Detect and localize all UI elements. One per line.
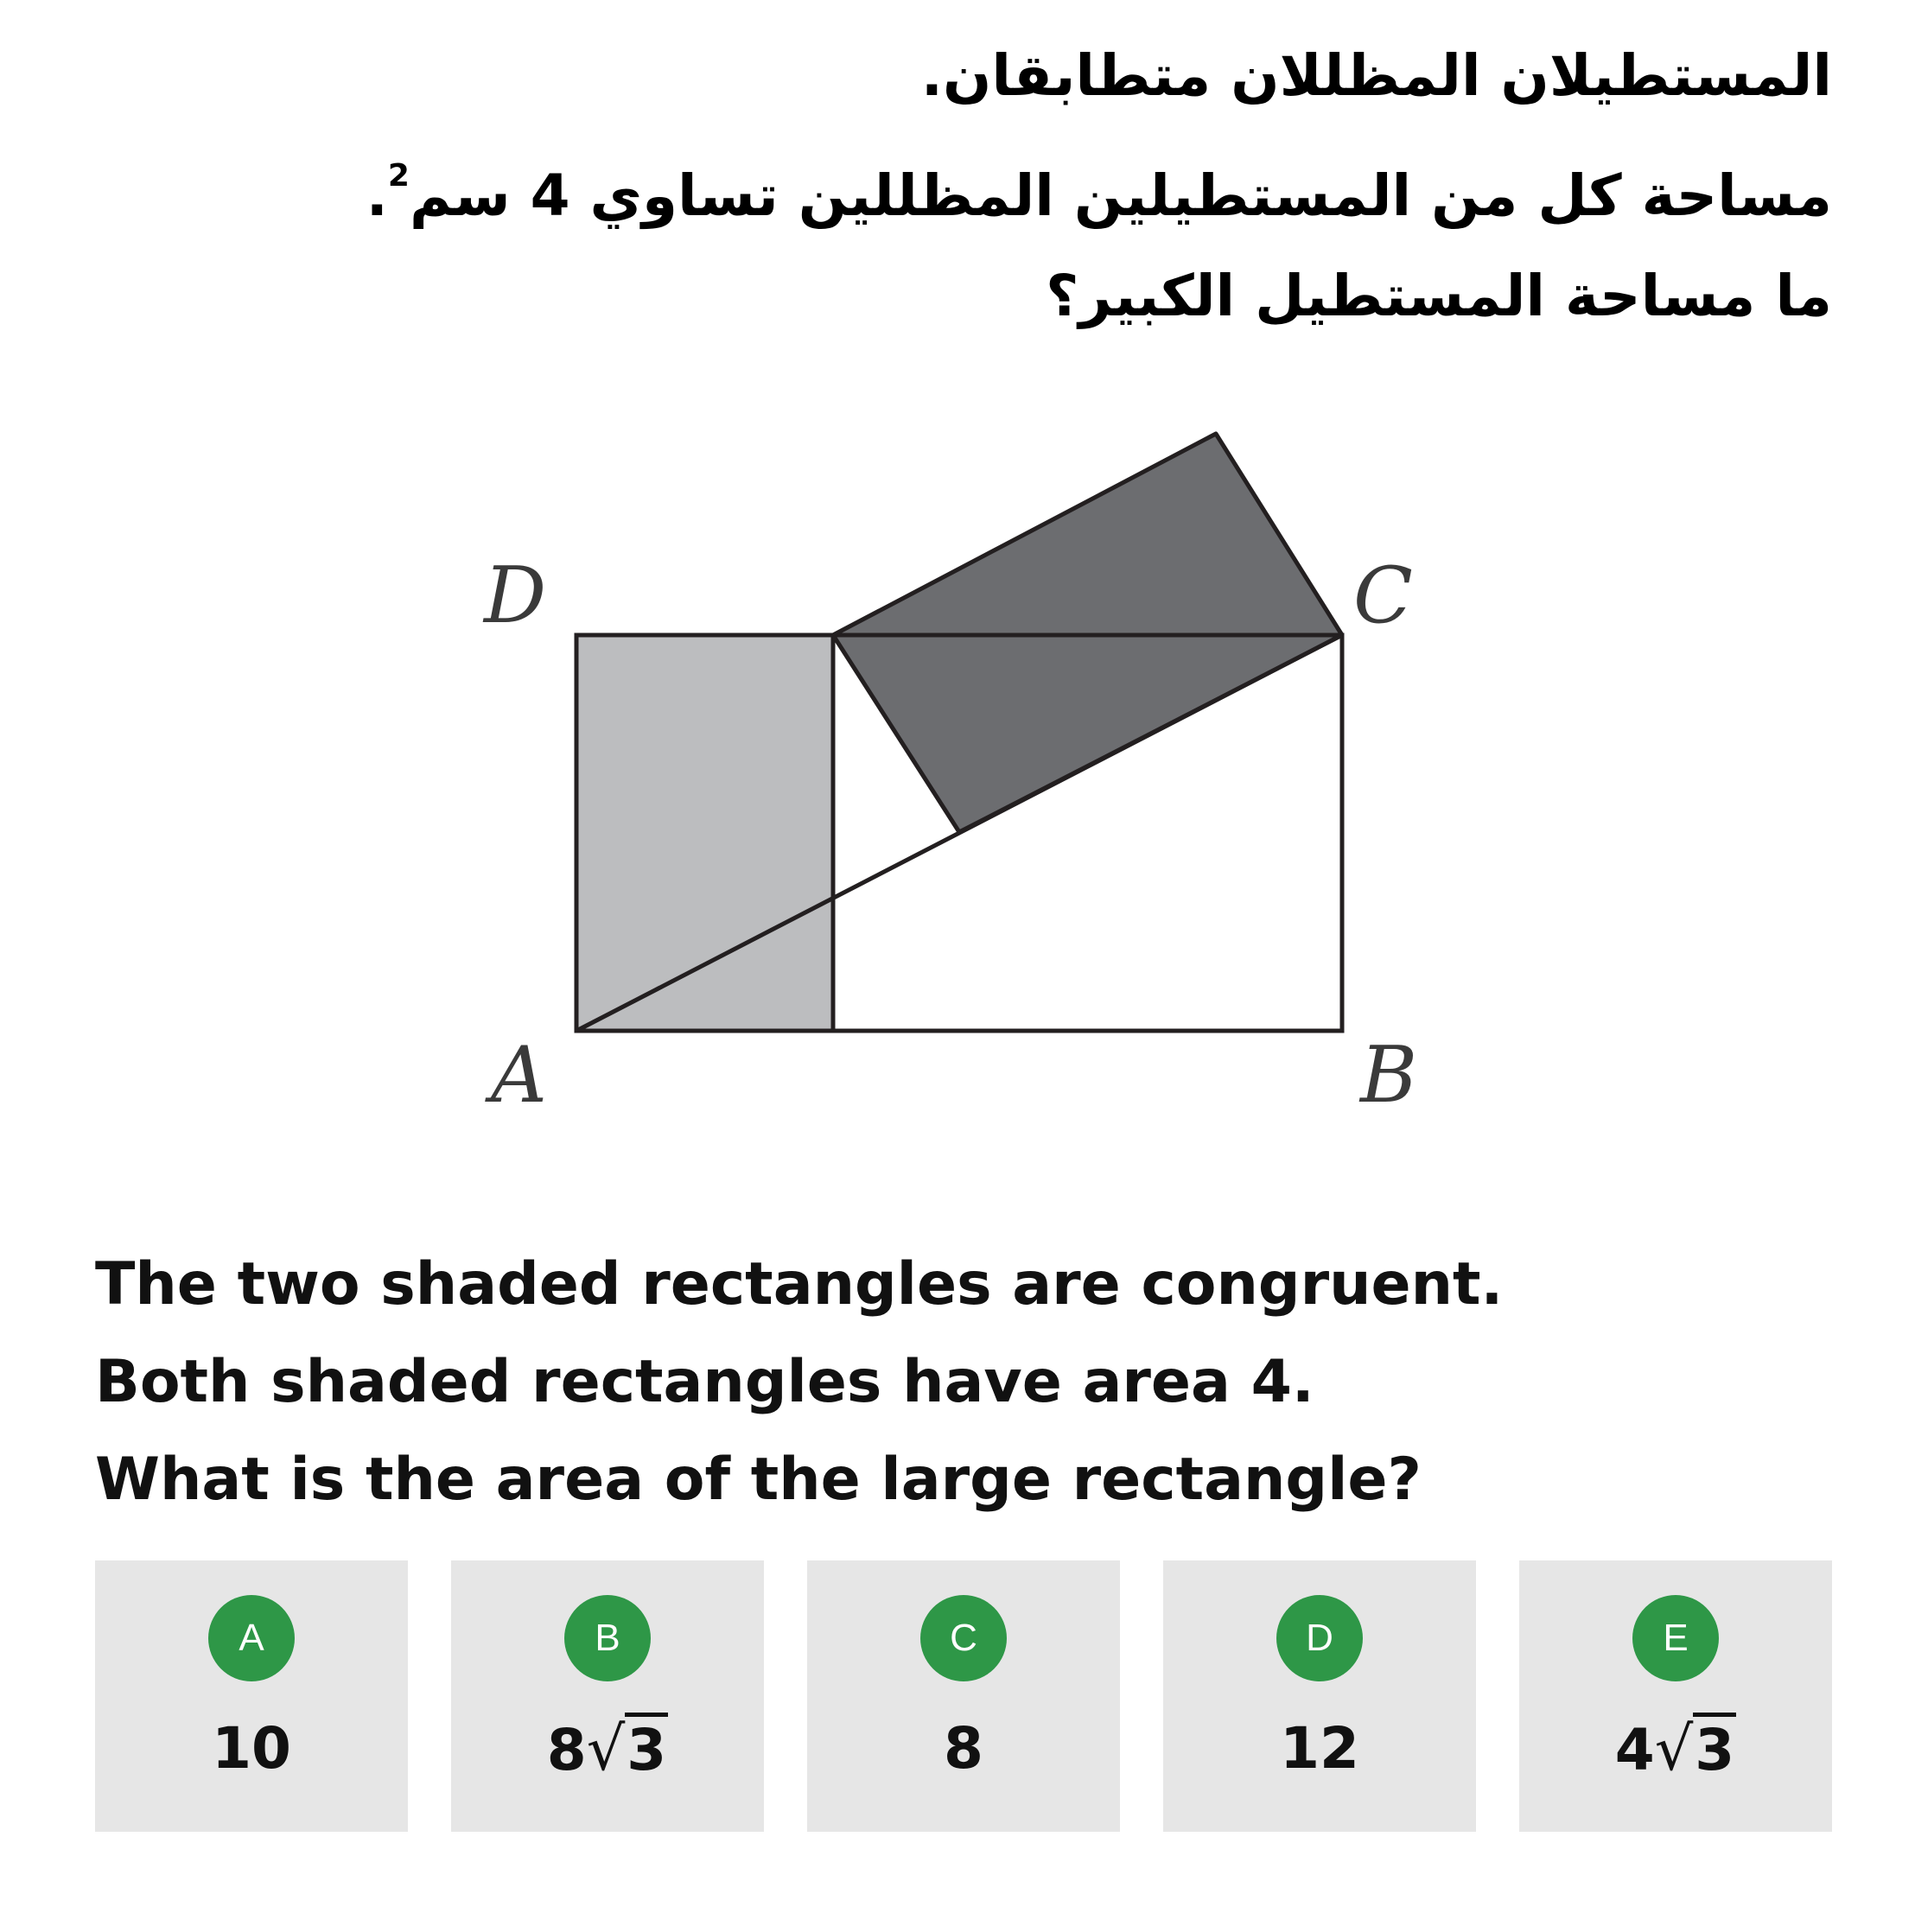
question-ar-line-2-superscript: 2 <box>387 158 410 194</box>
vertex-label-c: C <box>1353 550 1413 641</box>
choice-e-letter: E <box>1632 1595 1719 1681</box>
choice-d[interactable] <box>1163 1560 1476 1832</box>
choice-e-coefficient: 4 <box>1614 1717 1655 1783</box>
choice-b-value <box>451 1706 764 1794</box>
choice-e-value <box>1519 1706 1832 1794</box>
choice-b-coefficient: 8 <box>546 1717 587 1783</box>
choice-a-value: 10 <box>212 1715 291 1782</box>
light-shaded-rectangle <box>576 635 833 1031</box>
sqrt-icon: √ <box>586 1713 626 1784</box>
choice-e[interactable] <box>1519 1560 1832 1832</box>
choice-d-letter: D <box>1276 1595 1363 1681</box>
question-ar-line-1: المستطيلان المظللان متطابقان. <box>920 42 1832 109</box>
choice-e-radicand: 3 <box>1693 1713 1736 1783</box>
choice-b-radicand: 3 <box>625 1713 668 1783</box>
choice-c-letter: C <box>920 1595 1007 1681</box>
question-ar-line-2-period: . <box>366 162 388 229</box>
question-en-line-1: The two shaded rectangles are congruent. <box>95 1250 1504 1319</box>
question-en-line-2: Both shaded rectangles have area 4. <box>95 1348 1314 1416</box>
question-english <box>95 1236 1503 1528</box>
choice-b[interactable] <box>451 1560 764 1832</box>
choice-c-value: 8 <box>944 1715 983 1782</box>
choice-b-letter: B <box>564 1595 651 1681</box>
choice-d-value: 12 <box>1280 1715 1359 1782</box>
question-ar-line-3: ما مساحة المستطيل الكبير؟ <box>1046 263 1832 329</box>
sqrt-icon: √ <box>1654 1713 1694 1784</box>
vertex-label-a: A <box>491 1030 547 1121</box>
question-en-line-3: What is the area of the large rectangle? <box>95 1446 1422 1514</box>
vertex-label-b: B <box>1360 1030 1418 1121</box>
choice-a-letter: A <box>208 1595 295 1681</box>
question-ar-line-2-text: مساحة كل من المستطيلين المظللين تساوي 4 سم <box>409 162 1832 229</box>
vertex-label-d: D <box>484 550 547 641</box>
choice-c[interactable] <box>807 1560 1120 1832</box>
choice-a[interactable] <box>95 1560 408 1832</box>
